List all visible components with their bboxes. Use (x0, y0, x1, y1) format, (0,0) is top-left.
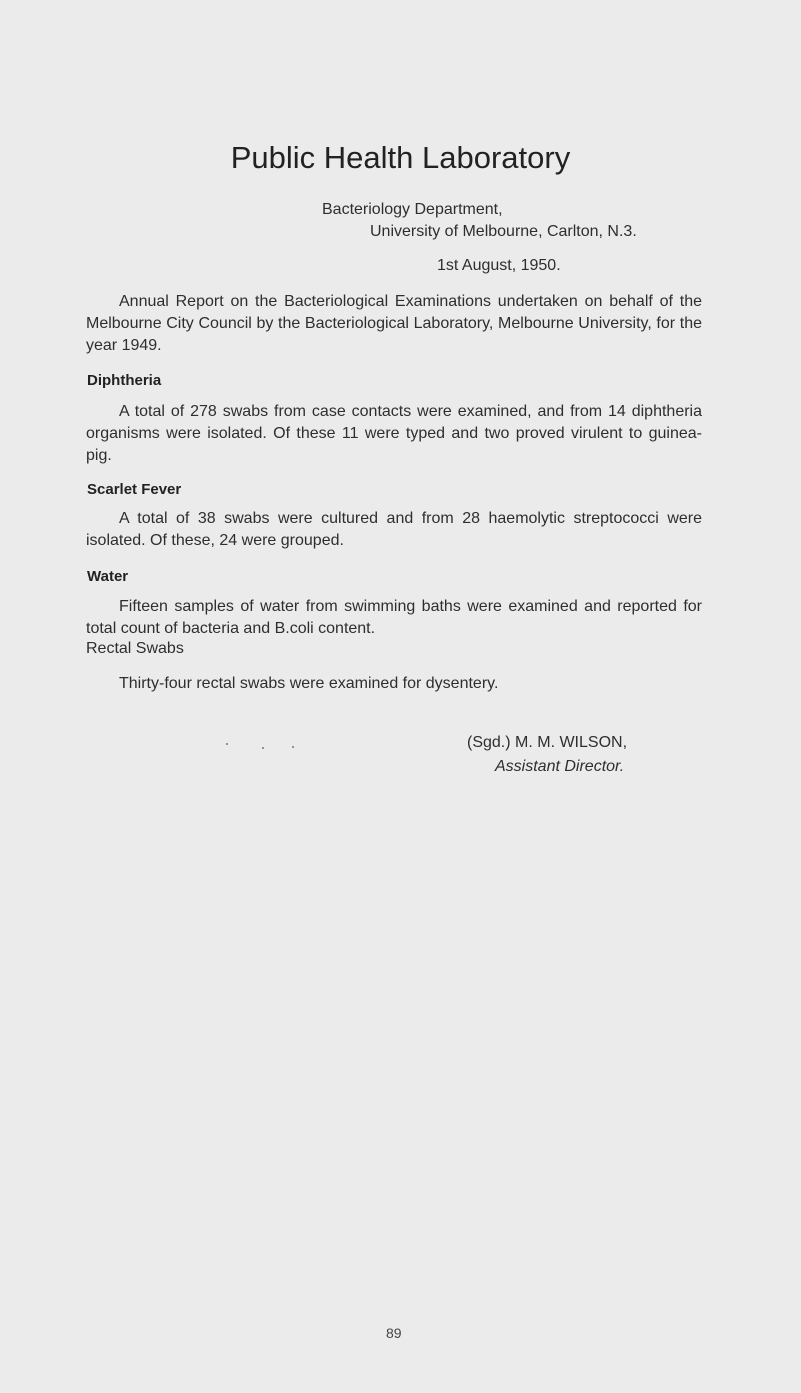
address-university: University of Melbourne, Carlton, N.3. (370, 223, 637, 240)
report-date: 1st August, 1950. (437, 257, 561, 274)
page-number: 89 (386, 1325, 402, 1341)
intro-paragraph: Annual Report on the Bacteriological Examinations undertaken on behalf of the Melbourne City Council by the Bacteriological Laboratory, Melbourne University, for the year 1949. (86, 293, 702, 354)
section-text-scarlet-fever: A total of 38 swabs were cultured and from 28 haemolytic streptococci were isolated. Of these, 24 were grouped. (86, 510, 702, 549)
address-department: Bacteriology Department, (322, 201, 503, 218)
section-heading-scarlet-fever: Scarlet Fever (87, 481, 182, 498)
section-text-diphtheria: A total of 278 swabs from case contacts were examined, and from 14 diphtheria organisms were isolated. Of these 11 were typed and two proved virulent to guinea-pig. (86, 403, 702, 464)
section-heading-diphtheria: Diphtheria (87, 372, 162, 389)
print-speck (226, 743, 228, 745)
section-heading-water: Water (87, 568, 129, 585)
print-speck (292, 746, 294, 748)
rectal-swabs-text: Thirty-four rectal swabs were examined for dysentery. (119, 675, 499, 692)
print-speck (262, 747, 264, 749)
page-title: Public Health Laboratory (230, 140, 571, 175)
signature-role: Assistant Director. (495, 758, 625, 775)
rectal-swabs-heading: Rectal Swabs (86, 640, 184, 657)
signature-name: (Sgd.) M. M. WILSON, (467, 734, 628, 751)
section-text-water: Fifteen samples of water from swimming baths were examined and reported for total count of bacteria and B.coli content. (86, 598, 702, 637)
